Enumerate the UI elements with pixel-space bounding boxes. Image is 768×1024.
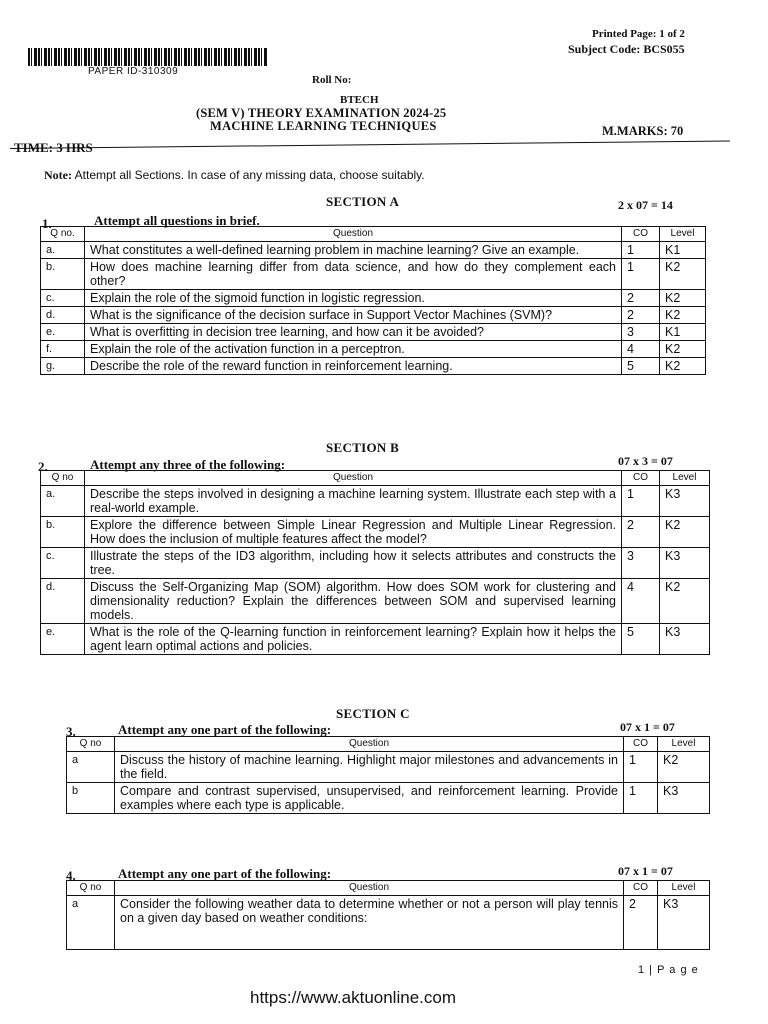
exam-title: (SEM V) THEORY EXAMINATION 2024-25 <box>196 106 447 120</box>
level-header: Level <box>658 737 710 752</box>
header-divider <box>10 140 730 149</box>
question-co: 2 <box>622 307 660 324</box>
question-text: How does machine learning differ from data science, and how do they complement each other? <box>85 259 622 290</box>
question-level: K2 <box>660 290 706 307</box>
max-marks: M.MARKS: 70 <box>602 124 684 138</box>
question-text: Explain the role of the activation function in a perceptron. <box>85 341 622 358</box>
roll-no: Roll No: <box>312 74 352 86</box>
question-number: f. <box>41 341 85 358</box>
section-a-table <box>40 226 706 375</box>
table-row <box>41 307 706 324</box>
course-title: MACHINE LEARNING TECHNIQUES <box>210 119 437 133</box>
question-number: d. <box>41 307 85 324</box>
question-level: K1 <box>660 242 706 259</box>
question-number: a. <box>41 486 85 517</box>
question-level: K2 <box>658 752 710 783</box>
question-header: Question <box>115 881 624 896</box>
section-c-q4-table <box>66 880 710 950</box>
question-number: b <box>67 783 115 814</box>
question-number: a <box>67 752 115 783</box>
table-row <box>41 548 710 579</box>
question-co: 2 <box>624 896 658 950</box>
qno-header: Q no <box>67 737 115 752</box>
question-level: K2 <box>660 307 706 324</box>
question-co: 3 <box>622 548 660 579</box>
question-level: K3 <box>660 486 710 517</box>
question-co: 2 <box>622 290 660 307</box>
question-number: d. <box>41 579 85 624</box>
section-b-marks: 07 x 3 = 07 <box>618 454 673 468</box>
level-header: Level <box>658 881 710 896</box>
level-header: Level <box>660 471 710 486</box>
question-text: Explain the role of the sigmoid function in logistic regression. <box>85 290 622 307</box>
question-co: 1 <box>622 259 660 290</box>
section-a-title: SECTION A <box>326 194 400 209</box>
question-text: Compare and contrast supervised, unsupervised, and reinforcement learning. Provide examples where each type is applicable. <box>115 783 624 814</box>
qno-header: Q no <box>67 881 115 896</box>
section-c-title: SECTION C <box>336 706 410 721</box>
co-header: CO <box>624 881 658 896</box>
question-text: Describe the role of the reward function in reinforcement learning. <box>85 358 622 375</box>
question-4-marks: 07 x 1 = 07 <box>618 864 673 878</box>
table-header-row <box>41 227 706 242</box>
section-a-instruction: Attempt all questions in brief. <box>94 213 260 228</box>
qno-header: Q no. <box>41 227 85 242</box>
question-header: Question <box>115 737 624 752</box>
qno-header: Q no <box>41 471 85 486</box>
question-4-instruction: Attempt any one part of the following: <box>118 866 332 881</box>
question-co: 1 <box>622 242 660 259</box>
program: BTECH <box>340 94 379 106</box>
table-header-row <box>41 471 710 486</box>
question-header: Question <box>85 227 622 242</box>
table-row <box>41 579 710 624</box>
question-4-number: 4. <box>66 868 76 883</box>
table-header-row <box>67 737 710 752</box>
section-a-marks: 2 x 07 = 14 <box>618 198 673 212</box>
question-number: b. <box>41 517 85 548</box>
table-row <box>41 486 710 517</box>
table-header-row <box>67 881 710 896</box>
question-level: K2 <box>660 358 706 375</box>
table-row <box>41 624 710 655</box>
question-3-marks: 07 x 1 = 07 <box>620 720 675 734</box>
table-row <box>41 324 706 341</box>
question-co: 1 <box>622 486 660 517</box>
note-label: Note: <box>44 168 72 182</box>
question-number: e. <box>41 624 85 655</box>
question-co: 1 <box>624 752 658 783</box>
table-row <box>41 259 706 290</box>
question-level: K2 <box>660 341 706 358</box>
question-number: g. <box>41 358 85 375</box>
question-level: K3 <box>658 783 710 814</box>
question-co: 5 <box>622 624 660 655</box>
section-c-q3-table <box>66 736 710 814</box>
question-level: K3 <box>658 896 710 950</box>
question-number: a <box>67 896 115 950</box>
note <box>44 168 425 183</box>
question-co: 1 <box>624 783 658 814</box>
question-co: 4 <box>622 341 660 358</box>
question-text: Discuss the Self-Organizing Map (SOM) algorithm. How does SOM work for clustering and dimensionality reduction? Explain the differences between SOM and supervised learning models. <box>85 579 622 624</box>
section-b-title: SECTION B <box>326 440 400 455</box>
table-row <box>67 896 710 950</box>
question-number: e. <box>41 324 85 341</box>
level-header: Level <box>660 227 706 242</box>
section-b-instruction: Attempt any three of the following: <box>90 457 286 472</box>
question-text: Describe the steps involved in designing a machine learning system. Illustrate each step with a real-world example. <box>85 486 622 517</box>
table-row <box>67 783 710 814</box>
question-3-instruction: Attempt any one part of the following: <box>118 722 332 737</box>
question-number: b. <box>41 259 85 290</box>
barcode <box>28 48 268 66</box>
section-b-table <box>40 470 710 655</box>
question-text: Consider the following weather data to determine whether or not a person will play tennis on a given day based on weather conditions: <box>115 896 624 950</box>
question-level: K3 <box>660 548 710 579</box>
source-url: https://www.aktuonline.com <box>250 988 456 1007</box>
section-b-number: 2. <box>38 459 48 474</box>
question-level: K2 <box>660 579 710 624</box>
co-header: CO <box>622 471 660 486</box>
co-header: CO <box>622 227 660 242</box>
question-level: K1 <box>660 324 706 341</box>
page-number: 1 | P a g e <box>638 964 699 976</box>
question-number: a. <box>41 242 85 259</box>
question-number: c. <box>41 290 85 307</box>
question-number: c. <box>41 548 85 579</box>
question-co: 2 <box>622 517 660 548</box>
table-row <box>41 290 706 307</box>
question-co: 4 <box>622 579 660 624</box>
exam-time: TIME: 3 HRS <box>14 140 93 155</box>
question-level: K2 <box>660 259 706 290</box>
question-text: Illustrate the steps of the ID3 algorithm, including how it selects attributes and constructs the tree. <box>85 548 622 579</box>
printed-page: Printed Page: 1 of 2 <box>592 28 685 40</box>
question-3-number: 3. <box>66 724 76 739</box>
table-row <box>41 242 706 259</box>
note-text: Attempt all Sections. In case of any missing data, choose suitably. <box>74 168 425 182</box>
question-header: Question <box>85 471 622 486</box>
co-header: CO <box>624 737 658 752</box>
table-row <box>41 517 710 548</box>
question-level: K3 <box>660 624 710 655</box>
question-text: Explore the difference between Simple Linear Regression and Multiple Linear Regression. How does the inclusion of multiple features affect the model? <box>85 517 622 548</box>
section-a-number: 1. <box>42 216 52 231</box>
question-text: What is the significance of the decision surface in Support Vector Machines (SVM)? <box>85 307 622 324</box>
table-row <box>41 341 706 358</box>
question-text: What is the role of the Q-learning function in reinforcement learning? Explain how it helps the agent learn optimal actions and policies. <box>85 624 622 655</box>
question-co: 3 <box>622 324 660 341</box>
table-row <box>67 752 710 783</box>
question-level: K2 <box>660 517 710 548</box>
question-co: 5 <box>622 358 660 375</box>
paper-id: PAPER ID-310309 <box>88 66 179 77</box>
question-text: Discuss the history of machine learning. Highlight major milestones and advancements in the field. <box>115 752 624 783</box>
table-row <box>41 358 706 375</box>
question-text: What constitutes a well-defined learning problem in machine learning? Give an example. <box>85 242 622 259</box>
subject-code: Subject Code: BCS055 <box>568 42 685 56</box>
question-text: What is overfitting in decision tree learning, and how can it be avoided? <box>85 324 622 341</box>
